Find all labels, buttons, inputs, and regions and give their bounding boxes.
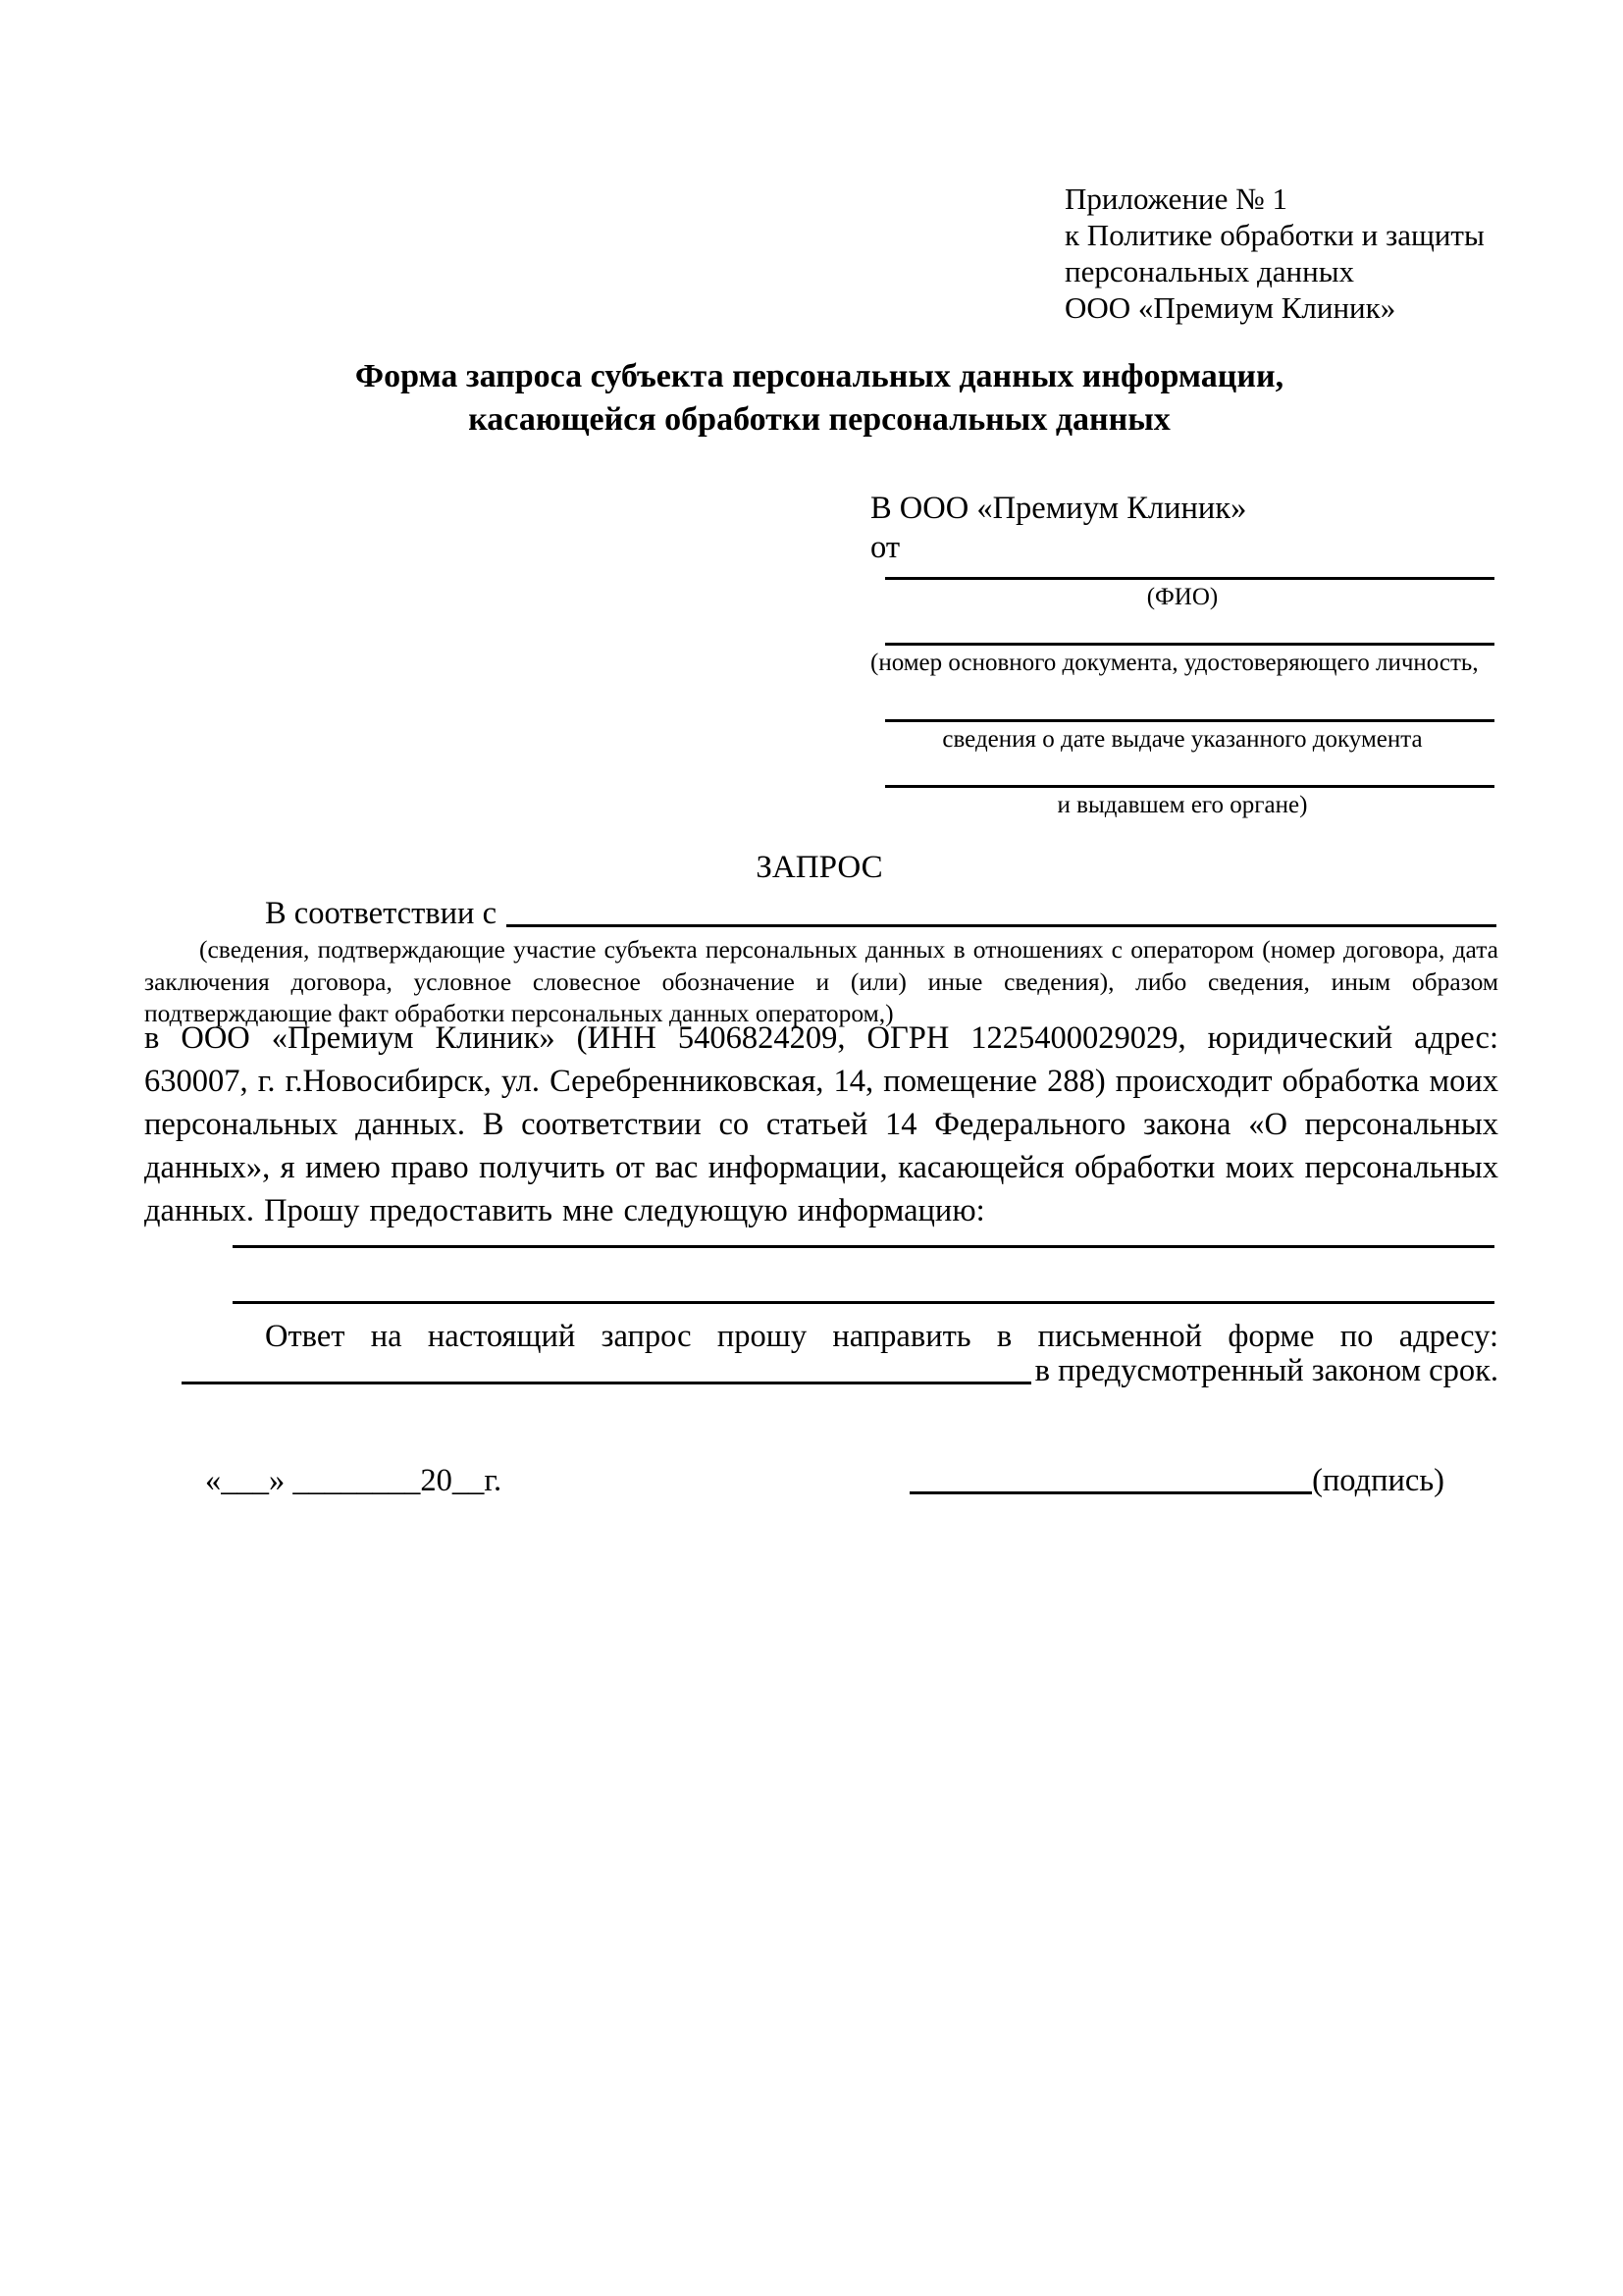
document-title bbox=[144, 355, 1494, 442]
reply-deadline-text: в предусмотренный законом срок. bbox=[1034, 1353, 1498, 1388]
appendix-line: Приложение № 1 bbox=[1065, 182, 1287, 216]
document-number-blank-line bbox=[885, 643, 1494, 646]
addressee-to: В ООО «Премиум Клиник» bbox=[870, 491, 1247, 526]
appendix-reference-block bbox=[1065, 181, 1485, 326]
document-title-line1: Форма запроса субъекта персональных данных информации, bbox=[354, 358, 1284, 394]
accordance-label: В соответствии с bbox=[265, 896, 497, 931]
requested-info-blank-line-2 bbox=[233, 1301, 1494, 1304]
issuing-authority-blank-line bbox=[885, 785, 1494, 788]
issue-date-caption: сведения о дате выдаче указанного документа bbox=[942, 726, 1423, 753]
date-blank-text: «___» ________20__г. bbox=[205, 1463, 502, 1498]
appendix-line: к Политике обработки и защиты bbox=[1065, 218, 1485, 252]
reply-address-row bbox=[144, 1350, 1498, 1391]
relationship-details-caption: (сведения, подтверждающие участие субъекта персональных данных в отношениях с оператором (номер договора, дата заключения договора, условное словесное обозначение и (или) иные сведения), либо сведения, иным образом подтверждающие факт обработки персональных данных оператором,) bbox=[144, 935, 1498, 1027]
addressee-from-label: от bbox=[870, 530, 901, 565]
requested-info-blank-line-1 bbox=[233, 1245, 1494, 1248]
signature-row bbox=[144, 1460, 1498, 1501]
reply-address-blank-line bbox=[182, 1382, 1031, 1384]
document-number-caption: (номер основного документа, удостоверяющего личность, bbox=[870, 650, 1479, 676]
signature-caption: (подпись) bbox=[1312, 1463, 1444, 1498]
fio-blank-line bbox=[885, 577, 1494, 580]
signature-blank-line bbox=[910, 1491, 1312, 1494]
accordance-row bbox=[144, 893, 1496, 934]
accordance-blank-line bbox=[506, 924, 1496, 927]
addressee-block bbox=[870, 489, 1494, 819]
appendix-line: ООО «Премиум Клиник» bbox=[1065, 290, 1396, 325]
issue-date-blank-line bbox=[885, 719, 1494, 722]
fio-caption: (ФИО) bbox=[1146, 584, 1219, 610]
request-heading: ЗАПРОС bbox=[756, 850, 883, 885]
document-title-line2: касающейся обработки персональных данных bbox=[468, 401, 1171, 438]
appendix-line: персональных данных bbox=[1065, 254, 1355, 288]
signature-block bbox=[910, 1460, 1444, 1501]
request-body-paragraph: в ООО «Премиум Клиник» (ИНН 5406824209, ОГРН 1225400029029, юридический адрес: 630007, г. г.Новосибирск, ул. Серебренниковская, 14, помещение 288) происходит обработка моих персональных данных. В соответствии со статьей 14 Федерального закона «О персональных данных», я имею право получить от вас информации, касающейся обработки моих персональных данных. Прошу предоставить мне следующую информацию: bbox=[144, 1020, 1499, 1228]
reply-address-sentence: Ответ на настоящий запрос прошу направить в письменной форме по адресу: bbox=[265, 1319, 1498, 1354]
issuing-authority-caption: и выдавшем его органе) bbox=[1057, 792, 1308, 818]
